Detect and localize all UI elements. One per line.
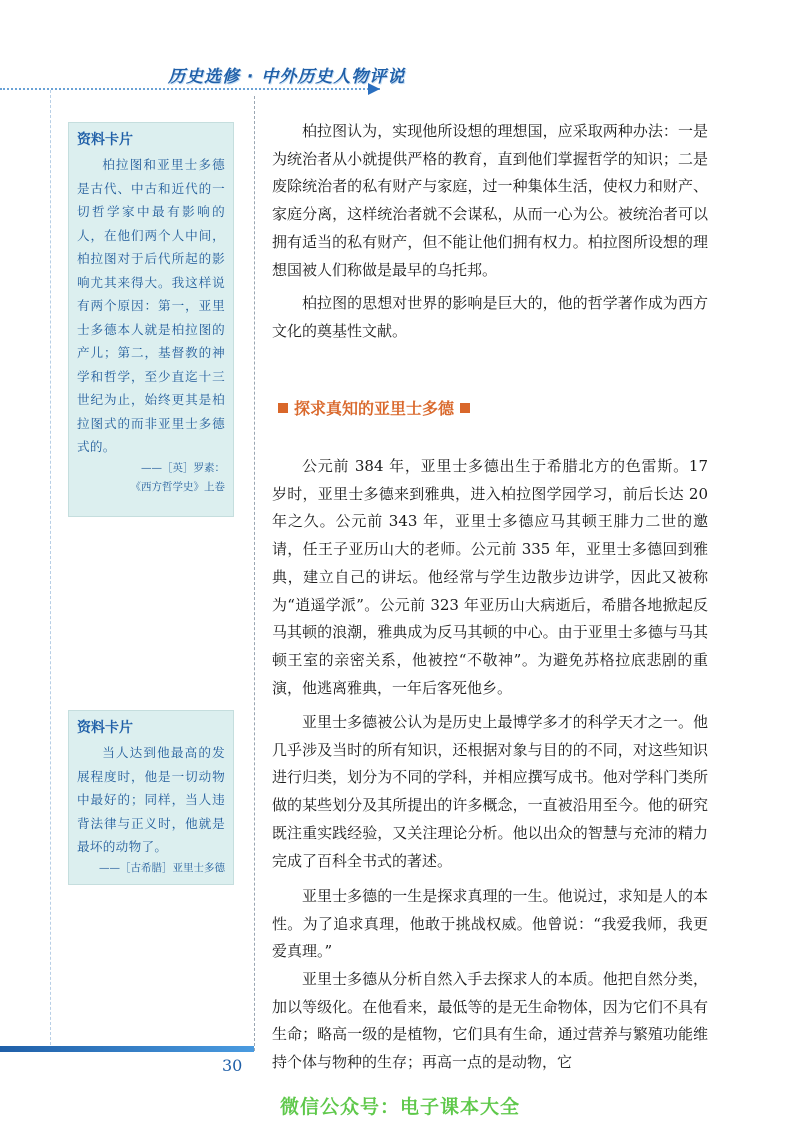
paragraph-aristotle-nature: 亚里士多德从分析自然入手去探求人的本质。他把自然分类，加以等级化。在他看来，最低等的是无生命物体，因为它们不具有生命；略高一级的是植物，它们具有生命，通过营养与繁殖功能维持个体与物种的生存；再高一点的是动物，它 — [272, 970, 708, 1072]
card-source-book: 《西方哲学史》上卷 — [130, 480, 225, 493]
footer-bar — [0, 1046, 254, 1052]
margin-line — [50, 90, 51, 1050]
section-heading-text: 探求真知的亚里士多德 — [294, 399, 455, 418]
header-rule — [0, 88, 380, 90]
card-body: 柏拉图和亚里士多德是古代、中古和近代的一切哲学家中最有影响的人，在他们两个人中间，柏拉图对于后代所起的影响尤其来得大。我这样说有两个原因：第一，亚里士多德本人就是柏拉图的产儿；第二，基督教的神学和哲学，至少直迄十三世纪为止，始终更其是柏拉图式的而非亚里士多德式的。 — [77, 157, 225, 454]
paragraph-aristotle-life: 公元前 384 年，亚里士多德出生于希腊北方的色雷斯。17 岁时，亚里士多德来到雅典，进入柏拉图学园学习，前后长达 20 年之久。公元前 343 年，亚里士多德应马其顿王腓力二世的邀请，任王子亚历山大的老师。公元前 335 年，亚里士多德回到雅典，建立自己的讲坛。他经常与学生边散步边讲学，因此又被称为“逍遥学派”。公元前 323 年亚历山大病逝后，希腊各地掀起反马其顿的浪潮，雅典成为反马其顿的中心。由于亚里士多德与马其顿王室的亲密关系，他被控“不敬神”。为避免苏格拉底悲剧的重演，他逃离雅典，一年后客死他乡。 — [272, 457, 708, 697]
square-bullet-icon — [278, 403, 288, 413]
card-source-author: ——［英］罗素： — [141, 461, 225, 474]
page-number: 30 — [222, 1056, 243, 1075]
paragraph-aristotle-truth: 亚里士多德的一生是探求真理的一生。他说过，求知是人的本性。为了追求真理，他敢于挑战权威。他曾说：“我爱我师，我更爱真理。” — [272, 887, 708, 961]
paragraph-plato-ideal-state: 柏拉图认为，实现他所设想的理想国，应采取两种办法：一是为统治者从小就提供严格的教育，直到他们掌握哲学的知识；二是废除统治者的私有财产与家庭，过一种集体生活，使权力和财产、家庭分离，这样统治者就不会谋私，从而一心为公。被统治者可以拥有适当的私有财产，但不能让他们拥有权力。柏拉图所设想的理想国被人们称做是最早的乌托邦。 — [272, 122, 708, 279]
info-card-aristotle — [68, 710, 234, 885]
watermark: 微信公众号：电子课本大全 — [279, 1096, 520, 1118]
card-heading: 资料卡片 — [77, 720, 133, 736]
arrow-right-icon — [368, 83, 380, 95]
section-heading — [272, 396, 476, 419]
square-bullet-icon — [460, 403, 470, 413]
info-card-russell — [68, 122, 234, 517]
column-divider — [254, 96, 255, 1051]
running-header-title: 历史选修 · 中外历史人物评说 — [168, 67, 406, 87]
paragraph-plato-influence: 柏拉图的思想对世界的影响是巨大的，他的哲学著作成为西方文化的奠基性文献。 — [272, 294, 708, 340]
card-body: 当人达到他最高的发展程度时，他是一切动物中最好的；同样，当人违背法律与正义时，他就是最坏的动物了。 — [77, 745, 225, 854]
card-source: ——［古希腊］亚里士多德 — [99, 861, 225, 874]
paragraph-aristotle-scholar: 亚里士多德被公认为是历史上最博学多才的科学天才之一。他几乎涉及当时的所有知识，还根据对象与目的的不同，对这些知识进行归类，划分为不同的学科，并相应撰写成书。他对学科门类所做的某些划分及其所提出的许多概念，一直被沿用至今。他的研究既注重实践经验，又关注理论分析。他以出众的智慧与充沛的精力完成了百科全书式的著述。 — [272, 713, 708, 870]
card-heading: 资料卡片 — [77, 132, 133, 148]
